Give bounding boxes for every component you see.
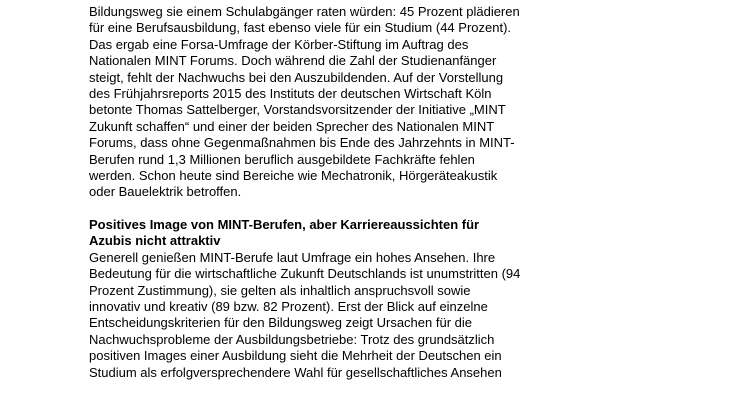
paragraph-line: innovativ und kreativ (89 bzw. 82 Prozent). Erst der Blick auf einzelne	[89, 299, 488, 315]
paragraph-line: Prozent Zustimmung), sie gelten als inhaltlich anspruchsvoll sowie	[89, 282, 471, 298]
paragraph-line: steigt, fehlt der Nachwuchs bei den Auszubildenden. Auf der Vorstellung	[89, 69, 504, 85]
paragraph-line: werden. Schon heute sind Bereiche wie Mechatronik, Hörgeräteakustik	[89, 167, 498, 183]
heading-line: Azubis nicht attraktiv	[89, 233, 221, 249]
paragraph-line: Nationalen MINT Forums. Doch während die Zahl der Studienanfänger	[89, 53, 497, 69]
section-heading	[89, 217, 559, 250]
paragraph-line: oder Bauelektrik betroffen.	[89, 184, 242, 200]
paragraph-line: Generell genießen MINT-Berufe laut Umfrage ein hohes Ansehen. Ihre	[89, 249, 496, 265]
paragraph-line: Studium als erfolgversprechendere Wahl für gesellschaftliches Ansehen	[89, 364, 502, 380]
paragraph-survey	[89, 250, 559, 381]
paragraph-line: Zukunft schaffen“ und einer der beiden Sprecher des Nationalen MINT	[89, 118, 495, 134]
paragraph-line: betonte Thomas Sattelberger, Vorstandsvorsitzender der Initiative „MINT	[89, 102, 506, 118]
paragraph-intro	[89, 4, 559, 201]
paragraph-spacer	[89, 201, 559, 217]
paragraph-line: Forums, dass ohne Gegenmaßnahmen bis Ende des Jahrzehnts in MINT-	[89, 135, 515, 151]
paragraph-line: positiven Images einer Ausbildung sieht die Mehrheit der Deutschen ein	[89, 348, 502, 364]
paragraph-line: des Frühjahrsreports 2015 des Instituts der deutschen Wirtschaft Köln	[89, 85, 492, 101]
paragraph-line: Bedeutung für die wirtschaftliche Zukunft Deutschlands ist unumstritten (94	[89, 266, 521, 282]
paragraph-line: Berufen rund 1,3 Millionen beruflich ausgebildete Fachkräfte fehlen	[89, 151, 475, 167]
paragraph-line: Das ergab eine Forsa-Umfrage der Körber-Stiftung im Auftrag des	[89, 36, 469, 52]
heading-line: Positives Image von MINT-Berufen, aber Karriereaussichten für	[89, 217, 480, 233]
paragraph-line: Entscheidungskriterien für den Bildungsweg zeigt Ursachen für die	[89, 315, 472, 331]
paragraph-line: Bildungsweg sie einem Schulabgänger raten würden: 45 Prozent plädieren	[89, 4, 520, 19]
paragraph-line: Nachwuchsprobleme der Ausbildungsbetriebe: Trotz des grundsätzlich	[89, 331, 495, 347]
document-page	[89, 4, 559, 381]
paragraph-line: für eine Berufsausbildung, fast ebenso viele für ein Studium (44 Prozent).	[89, 20, 512, 36]
